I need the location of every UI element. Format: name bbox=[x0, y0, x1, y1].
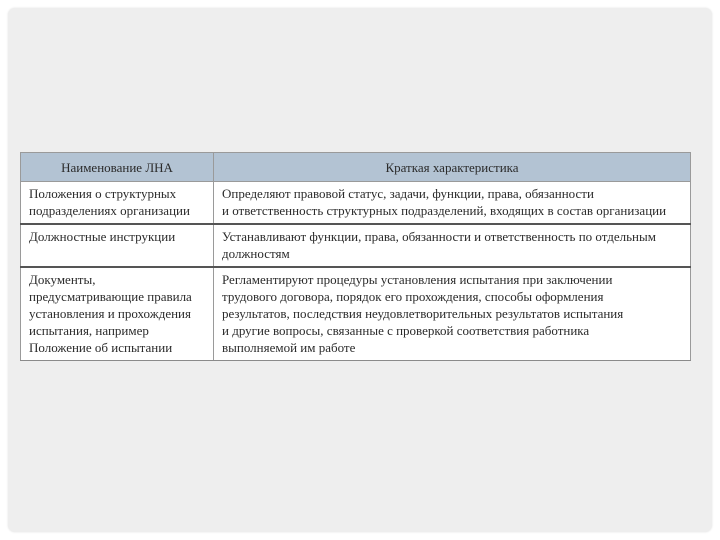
row-name: Документы, предусматривающие правила установления и прохождения испытания, например Положение об испытании bbox=[29, 272, 192, 355]
row-name: Должностные инструкции bbox=[29, 229, 176, 244]
header-description: Краткая характеристика bbox=[214, 153, 691, 182]
row-description: Определяют правовой статус, задачи, функции, права, обязанности и ответственность структурных подразделений, входящих в состав организации bbox=[222, 186, 667, 218]
lna-table bbox=[20, 152, 691, 361]
row-name-cell bbox=[21, 267, 214, 361]
row-description-cell bbox=[214, 182, 691, 225]
row-description-cell bbox=[214, 224, 691, 267]
row-name: Положения о структурных подразделениях организации bbox=[29, 186, 190, 218]
table-row bbox=[21, 182, 691, 225]
row-description-cell bbox=[214, 267, 691, 361]
row-description: Регламентируют процедуры установления испытания при заключении трудового договора, порядок его прохождения, способы оформления результатов, последствия неудовлетворительных результатов испытания и другие вопросы, связанные с проверкой соответствия работника выполняемой им работе bbox=[222, 272, 624, 355]
header-name: Наименование ЛНА bbox=[21, 153, 214, 182]
table-header-row bbox=[21, 153, 691, 182]
table-row bbox=[21, 267, 691, 361]
row-name-cell bbox=[21, 224, 214, 267]
row-name-cell bbox=[21, 182, 214, 225]
table-row bbox=[21, 224, 691, 267]
row-description: Устанавливают функции, права, обязанности и ответственность по отдельным должностям bbox=[222, 229, 656, 261]
